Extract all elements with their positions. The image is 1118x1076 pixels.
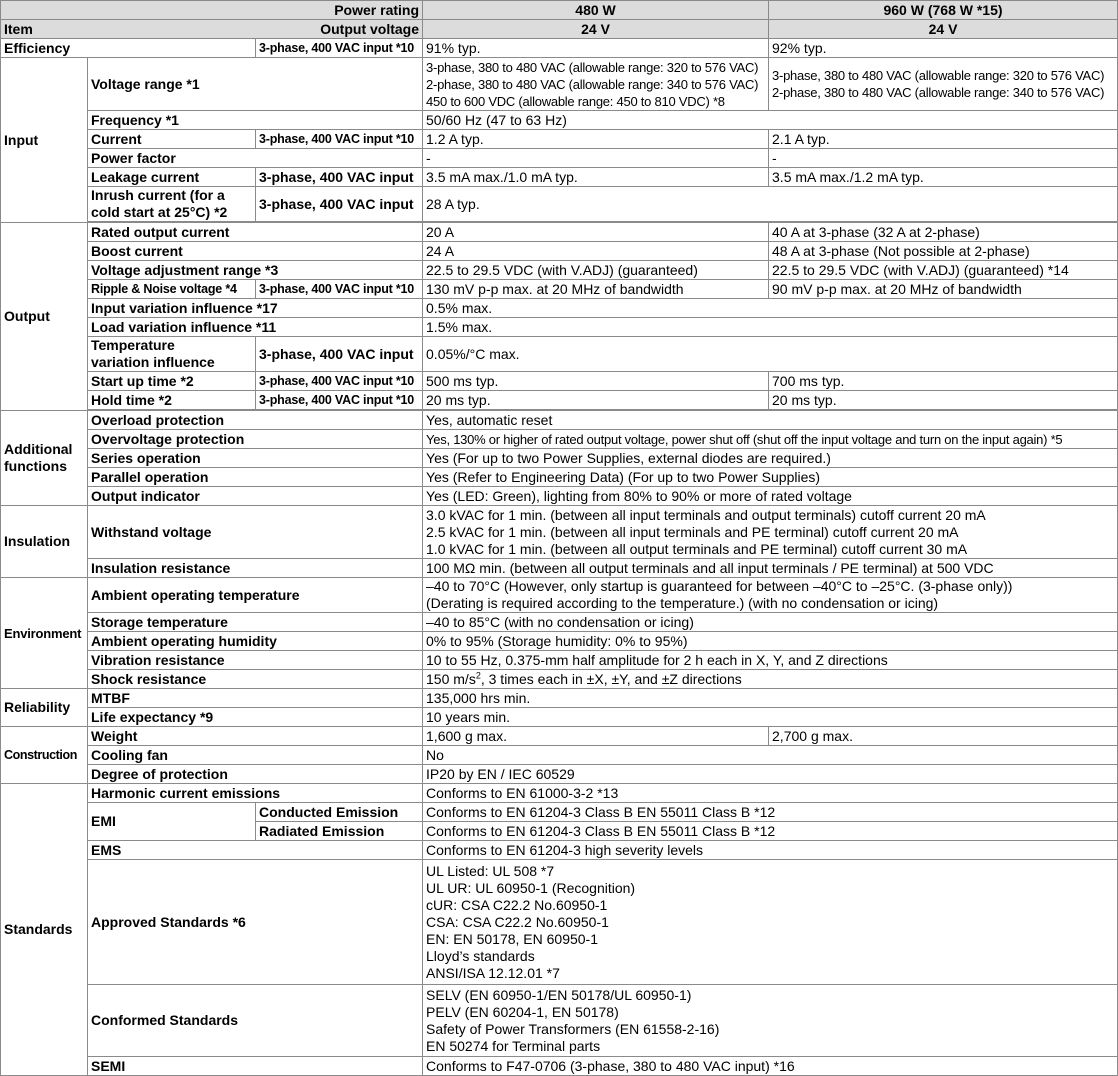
value-cell [423,58,769,111]
table-row [1,559,1118,578]
value-cell: 10 to 55 Hz, 0.375-mm half amplitude for 2 h each in X, Y, and Z directions [423,651,1118,670]
table-row [1,670,1118,689]
value-line: (Derating is required according to the temperature.) (with no condensation or icing) [426,595,939,611]
value-line: UL Listed: UL 508 *7 [426,862,555,879]
table-row [1,261,1118,280]
label-line: Inrush current (for a [91,187,225,203]
item-label: Ambient operating humidity [88,632,423,651]
category-output: Output [1,223,88,411]
output-voltage-label: Output voltage [88,20,423,39]
category-efficiency: Efficiency [1,39,256,58]
category-additional-functions [1,411,88,506]
value-cell: 20 ms typ. [423,391,769,410]
item-label: Degree of protection [88,765,423,784]
value-line: 3.0 kVAC for 1 min. (between all input terminals and output terminals) cutoff current 20 mA [426,506,986,523]
value-cell: 20 A [423,223,769,242]
table-row [1,187,1118,222]
category-environment: Environment [1,578,88,689]
table-row [1,372,1118,391]
value-cell: 22.5 to 29.5 VDC (with V.ADJ) (guaranteed) [423,261,769,280]
category-reliability: Reliability [1,689,88,727]
category-input: Input [1,58,88,223]
table-row [1,411,1118,430]
value-cell [423,506,1118,559]
value-line: UL UR: UL 60950-1 (Recognition) [426,879,636,896]
value-cell: IP20 by EN / IEC 60529 [423,765,1118,784]
item-label: Parallel operation [88,468,423,487]
value-line: EN: EN 50178, EN 60950-1 [426,930,599,947]
value-cell: 0.05%/°C max. [423,337,1118,372]
item-label: MTBF [88,689,423,708]
value-cell: 90 mV p-p max. at 20 MHz of bandwidth [769,280,1118,299]
value-cell: 10 years min. [423,708,1118,727]
item-label: Withstand voltage [88,506,423,559]
item-label: Conformed Standards [88,985,423,1057]
value-line: –40 to 70°C (However, only startup is guaranteed for between –40°C to –25°C. (3-phase only)) [426,578,1013,594]
item-label: Leakage current [88,168,256,187]
value-cell: 92% typ. [769,39,1118,58]
table-row [1,468,1118,487]
power-rating-label: Power rating [88,1,423,20]
item-label: Vibration resistance [88,651,423,670]
item-label: Output indicator [88,487,423,506]
value-cell: Conforms to EN 61000-3-2 *13 [423,784,1118,803]
item-label: Approved Standards *6 [88,860,423,985]
value-cell: 500 ms typ. [423,372,769,391]
item-label: EMI [88,803,256,841]
value-cell: Conforms to F47-0706 (3-phase, 380 to 480 VAC input) *16 [423,1057,1118,1076]
table-row [1,765,1118,784]
condition-cell: 3-phase, 400 VAC input *10 [256,39,423,58]
value-cell: 135,000 hrs min. [423,689,1118,708]
value-cell: Conforms to EN 61204-3 Class B EN 55011 Class B *12 [423,822,1118,841]
table-row [1,149,1118,168]
value-cell: 50/60 Hz (47 to 63 Hz) [423,111,1118,130]
table-row [1,430,1118,449]
table-row [1,727,1118,746]
item-label: Ripple & Noise voltage *4 [88,280,256,299]
value-cell: - [423,149,769,168]
item-label: Overload protection [88,411,423,430]
value-cell: 700 ms typ. [769,372,1118,391]
value-cell: Yes (For up to two Power Supplies, external diodes are required.) [423,449,1118,468]
item-label: Input variation influence *17 [88,299,423,318]
item-label: Frequency *1 [88,111,423,130]
condition-cell: 3-phase, 400 VAC input *10 [256,372,423,391]
table-row [1,841,1118,860]
item-label: Hold time *2 [88,391,256,410]
label-line: cold start at 25°C) *2 [91,204,228,220]
model-480-voltage: 24 V [423,20,769,39]
table-row [1,985,1118,1057]
category-construction: Construction [1,727,88,784]
value-line: Safety of Power Transformers (EN 61558-2-16) [426,1020,720,1037]
value-cell: 1,600 g max. [423,727,769,746]
value-cell: No [423,746,1118,765]
value-line: 2.5 kVAC for 1 min. (between all input terminals and PE terminal) cutoff current 20 mA [426,523,959,540]
table-row [1,168,1118,187]
item-label [88,337,256,372]
value-cell: Conforms to EN 61204-3 Class B EN 55011 Class B *12 [423,803,1118,822]
item-label: Current [88,130,256,149]
item-label: Load variation influence *11 [88,318,423,337]
value-superscript: 2 [475,669,481,680]
category-line: functions [4,458,67,474]
value-cell: 130 mV p-p max. at 20 MHz of bandwidth [423,280,769,299]
category-insulation: Insulation [1,506,88,578]
table-row [1,242,1118,261]
item-label: Voltage range *1 [88,58,423,111]
model-960-voltage: 24 V [769,20,1118,39]
table-row [1,689,1118,708]
item-label [88,187,256,222]
value-line: CSA: CSA C22.2 No.60950-1 [426,913,609,930]
table-row [1,632,1118,651]
value-cell: 22.5 to 29.5 VDC (with V.ADJ) (guaranteed) *14 [769,261,1118,280]
value-cell: 1.5% max. [423,318,1118,337]
item-label: SEMI [88,1057,423,1076]
value-cell: 2.1 A typ. [769,130,1118,149]
table-row [1,223,1118,242]
value-line: PELV (EN 60204-1, EN 50178) [426,1003,619,1020]
item-label: Rated output current [88,223,423,242]
category-line: Additional [4,441,73,457]
value-cell: –40 to 85°C (with no condensation or icing) [423,613,1118,632]
table-row [1,578,1118,613]
label-line: Temperature [91,337,175,353]
condition-cell: 3-phase, 400 VAC input *10 [256,391,423,410]
value-cell: - [769,149,1118,168]
table-row [1,803,1118,822]
table-row [1,651,1118,670]
item-label: Life expectancy *9 [88,708,423,727]
item-label: Boost current [88,242,423,261]
item-label: Harmonic current emissions [88,784,423,803]
item-label: Start up time *2 [88,372,256,391]
item-label: Power factor [88,149,423,168]
header-row-voltage [1,20,1118,39]
value-line: 1.0 kVAC for 1 min. (between all output terminals and PE terminal) cutoff current 30 mA [426,540,968,557]
value-cell: Yes, automatic reset [423,411,1118,430]
item-label: Insulation resistance [88,559,423,578]
condition-cell: 3-phase, 400 VAC input [256,168,423,187]
value-cell: Yes (Refer to Engineering Data) (For up to two Power Supplies) [423,468,1118,487]
value-cell: 48 A at 3-phase (Not possible at 2-phase) [769,242,1118,261]
label-line: variation influence [91,354,215,370]
table-row [1,58,1118,111]
value-text: 150 m/s [426,670,476,687]
value-cell: 3.5 mA max./1.2 mA typ. [769,168,1118,187]
item-label: Shock resistance [88,670,423,689]
item-label: Storage temperature [88,613,423,632]
value-line: 3-phase, 380 to 480 VAC (allowable range: 320 to 576 VAC) [426,59,759,75]
table-row [1,449,1118,468]
value-cell: Yes (LED: Green), lighting from 80% to 90% or more of rated voltage [423,487,1118,506]
value-cell [423,860,1118,985]
table-row [1,746,1118,765]
value-cell [423,670,1118,689]
table-row [1,39,1118,58]
value-cell: 3.5 mA max./1.0 mA typ. [423,168,769,187]
value-line: 3-phase, 380 to 480 VAC (allowable range: 320 to 576 VAC) [772,68,1105,83]
table-row [1,318,1118,337]
table-row [1,130,1118,149]
value-cell: 20 ms typ. [769,391,1118,410]
sub-item-label: Radiated Emission [256,822,423,841]
condition-cell: 3-phase, 400 VAC input [256,187,423,222]
table-row [1,613,1118,632]
value-cell: 91% typ. [423,39,769,58]
value-line: cUR: CSA C22.2 No.60950-1 [426,896,608,913]
item-label: Series operation [88,449,423,468]
table-row [1,111,1118,130]
header-blank [1,1,88,20]
value-line: SELV (EN 60950-1/EN 50178/UL 60950-1) [426,986,692,1003]
item-label: Item [1,20,88,39]
table-row [1,506,1118,559]
condition-cell: 3-phase, 400 VAC input [256,337,423,372]
value-cell: Conforms to EN 61204-3 high severity levels [423,841,1118,860]
value-line: EN 50274 for Terminal parts [426,1037,601,1054]
table-row [1,337,1118,372]
model-960-power: 960 W (768 W *15) [769,1,1118,20]
table-row [1,860,1118,985]
header-row-power [1,1,1118,20]
item-label: EMS [88,841,423,860]
value-cell [423,985,1118,1057]
value-cell: 0% to 95% (Storage humidity: 0% to 95%) [423,632,1118,651]
table-row [1,708,1118,727]
value-line: 450 to 600 VDC (allowable range: 450 to 810 VDC) *8 [426,93,725,109]
table-row [1,280,1118,299]
item-label: Weight [88,727,423,746]
table-row [1,391,1118,410]
value-cell: 24 A [423,242,769,261]
value-line: Lloyd’s standards [426,947,535,964]
table-row [1,784,1118,803]
value-line: 2-phase, 380 to 480 VAC (allowable range: 340 to 576 VAC) [426,76,759,92]
sub-item-label: Conducted Emission [256,803,423,822]
model-480-power: 480 W [423,1,769,20]
value-cell [769,58,1118,111]
value-cell: 2,700 g max. [769,727,1118,746]
value-cell: 40 A at 3-phase (32 A at 2-phase) [769,223,1118,242]
table-row [1,487,1118,506]
condition-cell: 3-phase, 400 VAC input *10 [256,130,423,149]
item-label: Ambient operating temperature [88,578,423,613]
item-label: Overvoltage protection [88,430,423,449]
value-cell: Yes, 130% or higher of rated output voltage, power shut off (shut off the input voltage and turn on the input again) *5 [423,430,1118,449]
value-cell: 28 A typ. [423,187,1118,222]
category-standards: Standards [1,784,88,1076]
value-cell [423,578,1118,613]
value-line: ANSI/ISA 12.12.01 *7 [426,964,560,981]
table-row [1,299,1118,318]
value-cell: 0.5% max. [423,299,1118,318]
condition-cell: 3-phase, 400 VAC input *10 [256,280,423,299]
item-label: Cooling fan [88,746,423,765]
value-cell: 100 MΩ min. (between all output terminals and all input terminals / PE terminal) at 500 VDC [423,559,1118,578]
item-label: Voltage adjustment range *3 [88,261,423,280]
value-cell: 1.2 A typ. [423,130,769,149]
value-line: 2-phase, 380 to 480 VAC (allowable range: 340 to 576 VAC) [772,85,1105,100]
value-text: , 3 times each in ±X, ±Y, and ±Z directions [480,670,742,687]
